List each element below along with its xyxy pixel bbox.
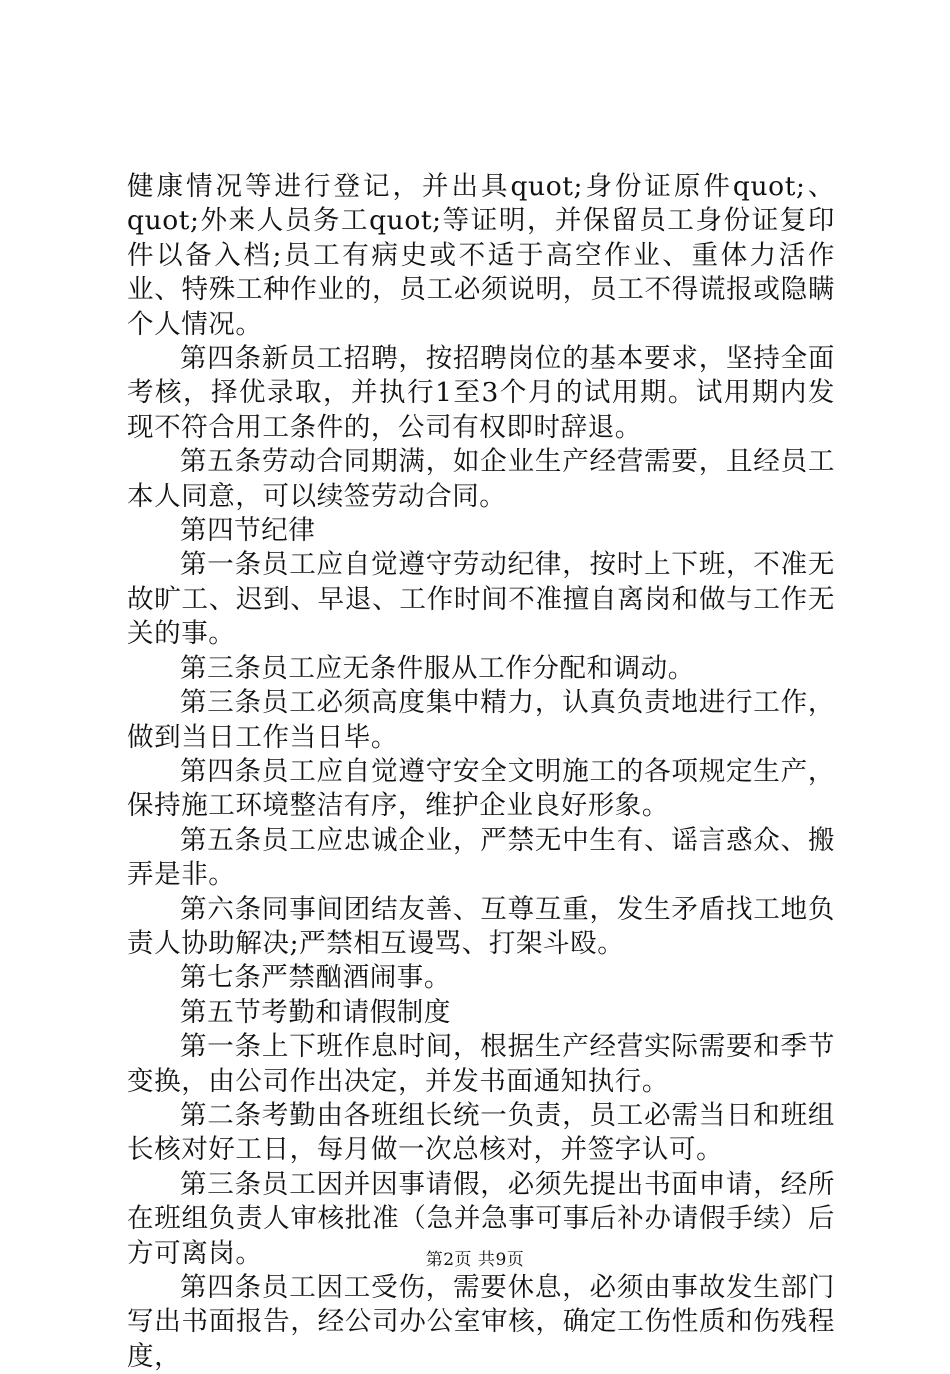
section-heading-5: 第五节考勤和请假制度 <box>180 996 451 1028</box>
paragraph-3: 第五条劳动合同期满，如企业生产经营需要，且经员工本人同意，可以续签劳动合同。 <box>127 446 835 512</box>
paragraph-13: 第一条上下班作息时间，根据生产经营实际需要和季节变换，由公司作出决定，并发书面通知执行。 <box>127 1031 835 1097</box>
paragraph-6: 第三条员工应无条件服从工作分配和调动。 <box>180 652 695 684</box>
paragraph-10: 第六条同事间团结友善、互尊互重，发生矛盾找工地负责人协助解决;严禁相互谩骂、打架斗殴。 <box>127 893 835 959</box>
page-number-footer: 第2页 共9页 <box>425 1250 525 1270</box>
paragraph-9: 第五条员工应忠诚企业，严禁无中生有、谣言惑众、搬弄是非。 <box>127 824 835 891</box>
paragraph-1: 健康情况等进行登记，并出具quot;身份证原件quot;、quot;外来人员务工quot;等证明，并保留员工身份证复印件以备入档;员工有病史或不适于高空作业、重体力活作业、特殊工种作业的，员工必须说明，员工不得谎报或隐瞒个人情况。 <box>127 171 835 340</box>
paragraph-14: 第二条考勤由各班组长统一负责，员工必需当日和班组长核对好工日，每月做一次总核对，并签字认可。 <box>127 1099 835 1166</box>
section-heading-4: 第四节纪律 <box>180 515 316 547</box>
paragraph-15: 第三条员工因并因事请假，必须先提出书面申请，经所在班组负责人审核批准（急并急事可事后补办请假手续）后方可离岗。 <box>127 1168 835 1269</box>
paragraph-2: 第四条新员工招聘，按招聘岗位的基本要求，坚持全面考核，择优录取，并执行1至3个月的试用期。试用期内发现不符合用工条件的，公司有权即时辞退。 <box>127 343 835 443</box>
paragraph-11: 第七条严禁酗酒闹事。 <box>180 962 451 994</box>
paragraph-16: 第四条员工因工受伤，需要休息，必须由事故发生部门写出书面报告，经公司办公室审核，确定工伤性质和伤残程度， <box>127 1272 835 1372</box>
document-body <box>127 170 835 1374</box>
paragraph-5: 第一条员工应自觉遵守劳动纪律，按时上下班，不准无故旷工、迟到、早退、工作时间不准擅自离岗和做与工作无关的事。 <box>127 549 835 650</box>
paragraph-8: 第四条员工应自觉遵守安全文明施工的各项规定生产，保持施工环境整洁有序，维护企业良好形象。 <box>127 755 835 822</box>
paragraph-7: 第三条员工必须高度集中精力，认真负责地进行工作，做到当日工作当日毕。 <box>127 687 835 753</box>
